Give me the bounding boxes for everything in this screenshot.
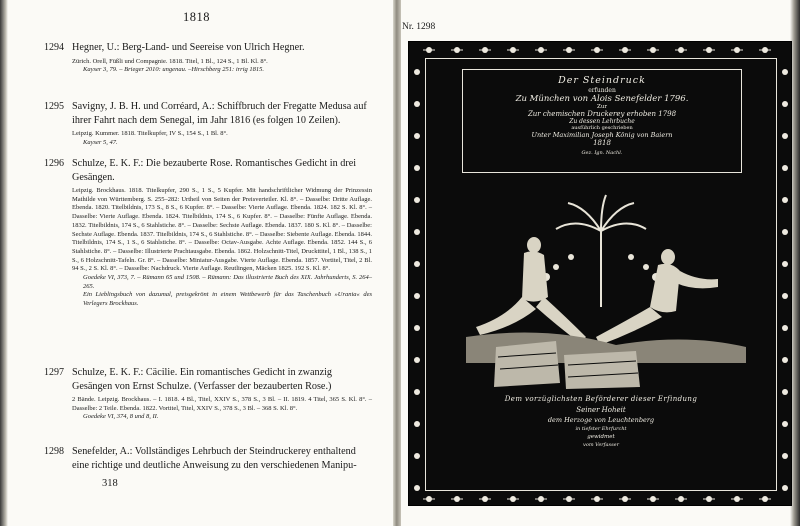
dedication-line: vom Verfasser bbox=[583, 442, 619, 448]
dedication-line: gewidmet bbox=[587, 434, 615, 440]
title-line: ausführlich geschrieben bbox=[571, 125, 633, 131]
entry-number: 1298 bbox=[44, 446, 64, 457]
entry-heading: Schulze, E. K. F.: Cäcilie. Ein romantisches Gedicht in zwanzig Gesängen von Ernst Schulze. (Verfasser der bezauberten Rose.) bbox=[72, 367, 333, 392]
book-gutter bbox=[393, 0, 401, 526]
entry-body: Zürich. Orell, Füßli und Compagnie. 1818. Titel, 1 Bl., 124 S., 1 Bl. Kl. 8°. bbox=[72, 57, 268, 65]
entry-note: Kayser 3, 79. – Brieger 2010: ungenau. –Hirschberg 251: irrig 1815. bbox=[83, 66, 265, 74]
entry-number: 1295 bbox=[44, 101, 64, 112]
entry-heading: Senefelder, A.: Vollständiges Lehrbuch der Steindruckerey enthaltend eine richtige und deutliche Anweisung zu den verschiedenen Manipu- bbox=[72, 446, 357, 471]
allegorical-scene-illustration bbox=[436, 187, 766, 391]
title-line: Zu München von Alois Senefelder 1796. bbox=[515, 94, 689, 104]
entry-remark: Ein Lieblingsbuch von dazumal, preisgekrönt in einem Wettbewerb für das Taschenbuch »Urania« des Verlegers Brockhaus. bbox=[83, 291, 372, 308]
lithograph-plate bbox=[408, 41, 792, 506]
seated-figure-left bbox=[476, 237, 586, 343]
dedication-line: Seiner Hoheit bbox=[576, 406, 626, 414]
entry-heading: Hegner, U.: Berg-Land- und Seereise von Ulrich Hegner. bbox=[72, 42, 305, 53]
reclining-figure-right bbox=[596, 249, 718, 345]
entry-number: 1296 bbox=[44, 158, 64, 169]
dedication-line: dem Herzoge von Leuchtenberg bbox=[547, 416, 655, 424]
title-line: Zur chemischen Druckerey erhoben 1798 bbox=[527, 110, 677, 118]
catalog-entry-1298 bbox=[44, 445, 372, 472]
title-line: Der Steindruck bbox=[558, 75, 646, 86]
page-year-heading: 1818 bbox=[183, 10, 210, 24]
title-line: Zur bbox=[597, 104, 607, 110]
rosette-column-left bbox=[414, 69, 420, 491]
catalog-entry-1296 bbox=[44, 157, 372, 309]
title-cartouche bbox=[462, 69, 742, 173]
palm-tree-icon bbox=[556, 195, 646, 307]
title-line: Gez. Ign. Nachl. bbox=[581, 150, 623, 156]
entry-body: Leipzig. Kummer. 1818. Titelkupfer, IV S., 154 S., 1 Bl. 8°. bbox=[72, 130, 228, 137]
page-number: 318 bbox=[102, 478, 118, 489]
entry-number: 1297 bbox=[44, 367, 64, 378]
plate-number: Nr. 1298 bbox=[402, 22, 436, 32]
entry-body: Leipzig. Brockhaus. 1818. Titelkupfer, 290 S., 1 S., 5 Kupfer. Mit handschriftlicher Widmung der Prinzessin Mathilde von Württemberg. S. 255–282: Urtheil von Seiten der Preisverteiler. Kl. 8°. – Dasselbe: Dritte Auflage. Ebenda. 1820. Titelbildnis, 173 S., 8 S., 6 Kupfer. 8°. – Dasselbe: Vierte Auflage. Ebenda. 1824. 182 S. Kl. 8°. – Dasselbe: Vierte Auflage. Ebenda. 1824. Titelbildnis, 174 S., 6 Kupfer. 8°. – Dasselbe: Fünfte Auflage. Ebenda. 1832. Titelbildnis, 174 S., 6 Stahlstiche. 8°. – Dasselbe: Sechste Auflage. Ebenda. 1837. 180 S. Kl. 8°. – Dasselbe: Sechste Auflage. Ebenda. 1837. Titelbildnis, 174 S., 6 Stahlstiche. 8°. – Dasselbe: Siebente Auflage. Ebenda. 1844. Titelbildnis, 174 S., 1 S., 6 Stahlstiche. 8°. – Dasselbe: Octav-Ausgabe. Achte Auflage. Ebenda. 1852. 144 S., 6 Stahlstiche. 8°. – Dasselbe: Illustrierte Prachtausgabe. Ebenda. 1862. Holzschnitt-Titel, Druckttitel, 1 Bl., 138 S., 1 S., 6 Holzschnitt-Tafeln. Gr. 8°. – Dasselbe: Miniatur-Ausgabe. Vierte Auflage. Ebenda. 1857. Vortitel, Titel, 2 Bl. 94 S., 2 S. Kl. 8°. – Dasselbe: Nachdruck. Vierte Auflage. Reutlingen, Mäcken 1825. 192 S. Kl. 8°. bbox=[72, 187, 372, 273]
left-page bbox=[0, 0, 393, 526]
rosette-column-right bbox=[782, 69, 788, 491]
entry-note: Kayser 5, 47. bbox=[83, 138, 118, 146]
title-line: Zu dessen Lehrbuche bbox=[569, 118, 635, 125]
entry-number: 1294 bbox=[44, 42, 64, 53]
entry-body: 2 Bände. Leipzig. Brockhaus. – I. 1818. 4 Bl., Titel, XXIV S., 378 S., 3 Bl. – II. 1819. 4 Titel, 365 S. Kl. 8°. – Dasselbe: 2 Teile. Ebenda. 1822. Vortitel, Titel, XXIV S., 378 S., 3 Bl. – 368 S. Kl. 8°. bbox=[72, 396, 372, 412]
title-line: Unter Maximilian Joseph König von Baiern bbox=[531, 131, 673, 139]
catalog-entry-1297 bbox=[44, 366, 372, 422]
catalog-entry-1294 bbox=[44, 41, 372, 75]
entry-note: Goedeke VI, 373, 7. – Rümann 65 und 1508. – Rümann: Das illustrierte Buch des XIX. Jahrhunderts, S. 264–265. bbox=[83, 274, 372, 290]
dedication-line: Dem vorzüglichsten Beförderer dieser Erfindung bbox=[504, 395, 698, 403]
entry-heading: Schulze, E. K. F.: Die bezauberte Rose. Romantisches Gedicht in drei Gesängen. bbox=[72, 158, 357, 183]
dedication-block bbox=[436, 391, 766, 487]
title-line: 1818 bbox=[593, 139, 611, 147]
title-line: erfunden bbox=[588, 87, 616, 94]
catalog-entry-1295 bbox=[44, 100, 372, 147]
entry-heading: Savigny, J. B. H. und Corréard, A.: Schiffbruch der Fregatte Medusa auf ihrer Fahrt nach dem Senegal, im Jahr 1816 (es folgen 10 Zeilen). bbox=[72, 101, 367, 126]
scan-edge-left bbox=[0, 0, 8, 526]
dedication-line: in tiefster Ehrfurcht bbox=[575, 426, 627, 432]
plate-frame bbox=[425, 58, 777, 491]
entry-note: Goedeke VI, 374, 8 und 8, II. bbox=[83, 413, 159, 421]
